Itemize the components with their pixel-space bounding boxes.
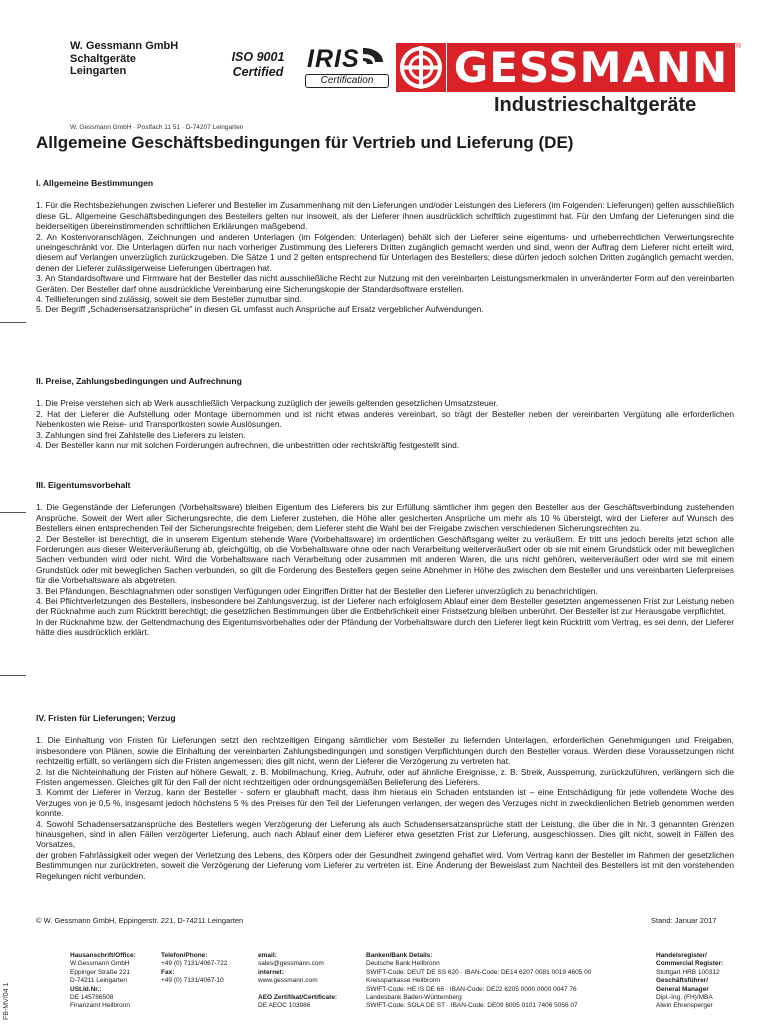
section-general-provisions [36,178,734,315]
footer-line: Landesbank Baden-Württemberg [366,994,462,1002]
footer-heading: General Manager [656,985,709,993]
section-heading: I. Allgemeine Bestimmungen [36,178,154,188]
iris-certification-logo [305,42,389,90]
iris-subtitle: Certification [305,74,389,88]
paragraph: 2. Ist die Nichteinhaltung der Fristen auf höhere Gewalt, z. B. Mobilmachung, Krieg, Aufruhr, oder auf ähnliche Ereignisse, z. B. Streik, Aussperrung, zurückzuführen, verlängern sich die Fristen angemessen. Gleiches gilt für den Fall der nicht rechtzeitigen oder ordnungsgemäßen Belieferung des Lieferers. [36,766,734,788]
paragraph: 1. Die Preise verstehen sich ab Werk ausschließlich Verpackung zuzüglich der jeweils geltenden gesetzlichen Umsatzsteuer. [36,398,499,409]
footer-label: internet: [258,968,284,976]
footer-web [258,952,337,1011]
paragraph: 3. An Standardsoftware und Firmware hat der Besteller das nicht ausschließliche Recht zur Nutzung mit den vereinbarten Leistungsmerkmalen in unveränderter Form auf den vereinbarten Geräten. Der Besteller darf ohne ausdrückliche Vereinbarung eine Sicherungskopie der Standardsoftware erstellen. [36,273,734,294]
footer-line: W.Gessmann GmbH [70,960,130,968]
footer-phone [161,952,227,986]
fold-mark [0,512,26,513]
footer-heading: Banken/Bank Details: [366,952,433,959]
paragraph: 3. Zahlungen sind frei Zahlstelle des Lieferers zu leisten. [36,429,246,440]
footer-line: Finanzamt Heilbronn [70,1002,130,1010]
footer-line: Eppinger Straße 221 [70,968,130,976]
footer-heading: Geschäftsführer/ [656,977,709,985]
paragraph: 3. Bei Pfändungen, Beschlagnahmen oder sonstigen Verfügungen oder Eingriffen Dritter hat der Besteller den Lieferer unverzüglich zu benachrichtigen. [36,585,598,596]
section-heading: III. Eigentumsvorbehalt [36,480,131,490]
paragraph: 4. Der Besteller kann nur mit solchen Forderungen aufrechnen, die unbestritten oder rechtskräftig festgestellt sind. [36,440,460,451]
sender-line: W. Gessmann GmbH · Postfach 11 51 · D-74207 Leingarten [70,124,244,131]
iso-certified: Certified [232,65,284,79]
company-subtitle: Industrieschaltgeräte [494,94,697,116]
footer-label: email: [258,952,277,959]
registered-mark: ® [736,43,742,50]
company-city: Leingarten [70,65,127,77]
gessmann-emblem-icon [396,43,446,92]
fax-number: +49 (0) 7131/4067-10 [161,977,224,985]
paragraph: 2. Der Besteller ist berechtigt, die in unserem Eigentum stehende Ware (Vorbehaltsware) im ordentlichen Geschäftsgang weiter zu veräußern. Er tritt uns jedoch bereits jetzt schon alle Forderungen aus dieser Weiterveräußerung ab, gleichgültig, ob die Vorbehaltsware ohne oder nach Verarbeitung weiterveräußert oder ob sie mit einem Grundstück oder mit beweglichen Sachen verbunden wird oder nicht. Wird die Vorbehaltsware nach Verarbeitung oder zusammen mit anderen Waren, die uns nicht gehören, weiterveräußert oder wird sie mit einem Grundstück oder mit beweglichen Sachen verbunden, so gilt die Forderung des Bestellers gegen seine Abnehmer in Höhe des zwischen dem Besteller und uns vereinbarten Lieferpreises für die Vorbehaltsware als abgetreten. [36,533,734,586]
paragraph: 3. Kommt der Lieferer in Verzug, kann der Besteller - sofern er glaubhaft macht, dass ihm hieraus ein Schaden entstanden ist – eine Entschädigung für jede vollendete Woche des Verzuges von je 0,5 %, insgesamt jedoch höchstens 5 % des Preises für den Teil der Lieferungen verlangen, der wegen des Verzuges nicht in zweckdienlichen Betrieb genommen werden konnte. [36,787,734,819]
document-date: Stand: Januar 2017 [651,916,717,925]
paragraph: 1. Die Gegenstände der Lieferungen (Vorbehaltsware) bleiben Eigentum des Lieferers bis zur Erfüllung sämtlicher ihm gegen den Besteller aus der Geschäftsverbindung zustehenden Ansprüche. Soweit der Wert aller Sicherungsrechte, die dem Lieferer zustehen, die Höhe aller gesicherten Ansprüche um mehr als 10 % übersteigt, wird der Lieferer auf Wunsch des Bestellers einen entsprechenden Teil der Sicherungsrechte freigeben; dem Lieferer steht die Wahl bei der Freigabe zwischen verschiedenen Sicherungsrechten zu. [36,502,734,534]
paragraph: In der Rücknahme bzw. der Geltendmachung des Eigentumsvorbehaltes oder der Pfändung der Vorbehaltsware durch den Lieferer liegt kein Rücktritt vom Vertrag, es sei denn, der Lieferer hätte dies ausdrücklich erklärt. [36,616,734,638]
email-link[interactable]: sales@gessmann.com [258,960,324,968]
phone-number: +49 (0) 7131/4067-722 [161,960,228,968]
gessmann-logo-text: GESSMANN [453,43,729,92]
website-link[interactable]: www.gessmann.com [258,977,318,985]
footer-line: SWIFT-Code: HE IS DE 66 · IBAN-Code: DE22 6205 0000 0000 0047 76 [366,985,577,993]
paragraph: 5. Der Begriff „Schadensersatzansprüche" in diesen GL umfasst auch Ansprüche auf Ersatz vergeblicher Aufwendungen. [36,304,484,315]
footer-line: D-74211 Leingarten [70,977,127,985]
iso-certification [218,50,298,80]
company-division: Schaltgeräte [70,52,137,65]
footer-line: Kreissparkasse Heilbronn [366,977,441,985]
section-heading: II. Preise, Zahlungsbedingungen und Aufrechnung [36,376,242,386]
fold-mark [0,322,26,323]
form-number: FB-MV/04 1 [3,982,10,1020]
footer-label: USt.Id.Nr.: [70,985,102,993]
footer-line: SWIFT-Code: DEUT DE SS 620 · IBAN-Code: DE14 6207 0081 0019 4605 00 [366,968,592,976]
footer-line: Alwin Ehrensperger [656,1002,713,1010]
footer-line: SWIFT-Code: SOLA DE ST · IBAN-Code: DE09 6005 0101 7406 5056 07 [366,1002,578,1010]
footer-register [656,952,723,1011]
footer-heading: Hausanschrift/Office: [70,952,136,959]
section-retention-of-title [36,480,734,638]
paragraph: 2. An Kostenvoranschlägen, Zeichnungen und anderen Unterlagen (im Folgenden: Unterlagen) behält sich der Lieferer seine eigentums- und urheberrechtlichen Verwertungsrechte uneingeschränkt vor. Die Unterlagen dürfen nur nach vorheriger Zustimmung des Lieferers Dritten zugänglich gemacht werden und sind, wenn der Auftrag dem Lieferer nicht erteilt wird, diesem auf Verlangen unverzüglich zurückzugeben. Die Sätze 1 und 2 gelten entsprechend für Unterlagen des Bestellers; diese dürfen jedoch solchen Dritten zugänglich gemacht werden, denen der Lieferer zulässigerweise Lieferungen übertragen hat. [36,231,734,273]
footer-heading: Handelsregister/ [656,952,707,959]
section-delivery-deadlines [36,713,734,881]
section-prices-payment [36,376,734,450]
paragraph: 4. Bei Pflichtverletzungen des Bestellers, insbesondere bei Zahlungsverzug, ist der Lieferer nach erfolglosem Ablauf einer dem Besteller gesetzten angemessenen Frist zur Leistung neben der Rücknahme auch zum Rücktritt berechtigt; die gesetzlichen Bestimmungen über die Entbehrlichkeit einer Fristsetzung bleiben unberührt. Der Besteller ist zur Herausgabe verpflichtet. [36,596,734,617]
paragraph: 1. Die Einhaltung von Fristen für Lieferungen setzt den rechtzeitigen Eingang sämtlicher vom Besteller zu liefernden Unterlagen, erforderlichen Genehmigungen und Freigaben, insbesondere von Plänen, sowie die Einhaltung der vereinbarten Zahlungsbedingungen und sonstigen Verpflichtungen durch den Besteller voraus. Werden diese Voraussetzungen nicht rechtzeitig erfüllt, so verlängern sich die Fristen angemessen; dies gilt nicht, wenn der Lieferer die Verzögerung zu vertreten hat. [36,735,734,767]
footer-office [70,952,136,1011]
paragraph: 1. Für die Rechtsbeziehungen zwischen Lieferer und Besteller im Zusammenhang mit den Lieferungen und/oder Leistungen des Lieferers (im Folgenden: Lieferungen) gelten ausschließlich diese GL. Allgemeine Geschäftsbedingungen des Bestellers gelten nur insoweit, als der Lieferer ihnen ausdrücklich schriftlich zugestimmt hat. Für den Umfang der Lieferungen sind die beiderseitigen übereinstimmenden schriftlichen Erklärungen maßgebend. [36,200,734,232]
fold-mark [0,675,26,676]
document-title: Allgemeine Geschäftsbedingungen für Vertrieb und Lieferung (DE) [36,133,574,152]
iso-label: ISO 9001 [231,50,285,64]
paragraph: 4. Teillieferungen sind zulässig, soweit sie dem Besteller zumutbar sind. [36,294,302,305]
footer-line: Dipl.-Ing. (FH)/MBA [656,994,713,1002]
footer-line: DE AEOC 103986 [258,1002,311,1010]
footer-line: Deutsche Bank Heilbronn [366,960,440,968]
footer-heading: Telefon/Phone: [161,952,208,959]
footer-heading: Commercial Register: [656,960,724,968]
company-name: W. Gessmann GmbH [70,40,179,52]
footer-label: AEO Zertifikat/Certificate: [258,994,338,1002]
footer-bank [366,952,591,1011]
copyright-line: © W. Gessmann GmbH, Eppingerstr. 221, D-74211 Leingarten [36,916,244,925]
iris-text: IRIS [307,45,360,73]
paragraph: 4. Sowohl Schadensersatzansprüche des Bestellers wegen Verzögerung der Lieferung als auch Schadensersatzansprüche statt der Leistung, die über die in Nr. 3 genannten Grenzen hinausgehen, sind in allen Fällen verzögerter Lieferung, auch nach Ablauf einer dem Lieferer etwa gesetzten Frist zur Lieferung, ausgeschlossen. Dies gilt nicht, soweit in Fällen des Vorsatzes, [36,818,734,850]
paragraph: der groben Fahrlässigkeit oder wegen der Verletzung des Lebens, des Körpers oder der Gesundheit zwingend gehaftet wird. Vom Vertrag kann der Besteller im Rahmen der gesetzlichen Bestimmungen nur zurücktreten, soweit die Verzögerung der Lieferung vom Lieferer zu vertreten ist. Eine Änderung der Beweislast zum Nachteil des Bestellers ist mit den vorstehenden Regelungen nicht verbunden. [36,849,734,881]
paragraph: 2. Hat der Lieferer die Aufstellung oder Montage übernommen und ist nicht etwas anderes vereinbart, so trägt der Besteller neben der vereinbarten Vergütung alle erforderlichen Nebenkosten wie Reise- und Transportkosten sowie Auslösungen. [36,408,734,430]
footer-line: Stuttgart HRB 100312 [656,968,720,976]
footer-line: DE 145786508 [70,994,114,1002]
footer-label: Fax: [161,968,175,976]
section-heading: IV. Fristen für Lieferungen; Verzug [36,713,176,723]
company-address [70,40,178,78]
